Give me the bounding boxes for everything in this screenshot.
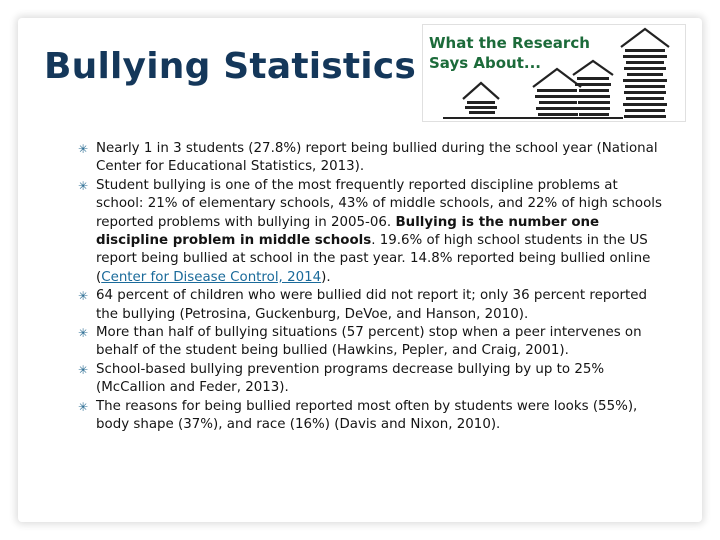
- bullet-bold-text: Bullying is the number one discipline problem in middle schools: [96, 214, 600, 249]
- list-item: [76, 324, 668, 361]
- list-item: [76, 177, 668, 287]
- logo-line-2: Says About...: [429, 54, 541, 72]
- list-item: [76, 361, 668, 398]
- bullet-text: . 19.6% of high school students in the US report being bullied at school in the past year. 14.8% reported being bullied online (: [96, 233, 651, 285]
- bullet-icon: ✳: [78, 142, 89, 156]
- bullet-icon: ✳: [78, 326, 89, 341]
- bullet-text: The reasons for being bullied reported most often by students were looks (55%), body shape (37%), and race (16%) (Davis and Nixon, 2010).: [96, 398, 638, 433]
- cdc-link[interactable]: Center for Disease Control, 2014: [101, 269, 322, 285]
- page-title: Bullying Statistics: [44, 46, 417, 87]
- bullet-icon: ✳: [78, 362, 89, 377]
- bullet-text: More than half of bullying situations (57 percent) stop when a peer intervenes on behalf of the student being bullied (Hawkins, Pepler, and Craig, 2001).: [96, 325, 642, 359]
- logo-text: [429, 33, 590, 73]
- bullet-text: Nearly 1 in 3 students (27.8%) report being bullied during the school year (National Center for Educational Statistics, 2013).: [96, 141, 658, 175]
- bullet-icon: ✳: [78, 399, 89, 414]
- list-item: [76, 398, 668, 435]
- bullet-text: School-based bullying prevention programs decrease bullying by up to 25% (McCallion and Feder, 2013).: [96, 361, 605, 396]
- research-logo: [422, 24, 686, 122]
- bullet-icon: ✳: [78, 178, 89, 193]
- list-item: [76, 140, 668, 177]
- bullet-text: ).: [321, 269, 331, 285]
- bullet-text: Student bullying is one of the most frequently reported discipline problems at school: 21% of elementary schools, 43% of middle schools, and 22% of high schools reported problems with bullying in 2005-06.: [96, 177, 662, 230]
- bullet-list: [76, 140, 668, 435]
- bullet-text: 64 percent of children who were bullied did not report it; only 36 percent reported the bullying (Petrosina, Guckenburg, DeVoe, and Hanson, 2010).: [96, 288, 648, 322]
- bullet-icon: ✳: [78, 289, 89, 304]
- list-item: [76, 287, 668, 324]
- logo-line-1: What the Research: [429, 34, 590, 52]
